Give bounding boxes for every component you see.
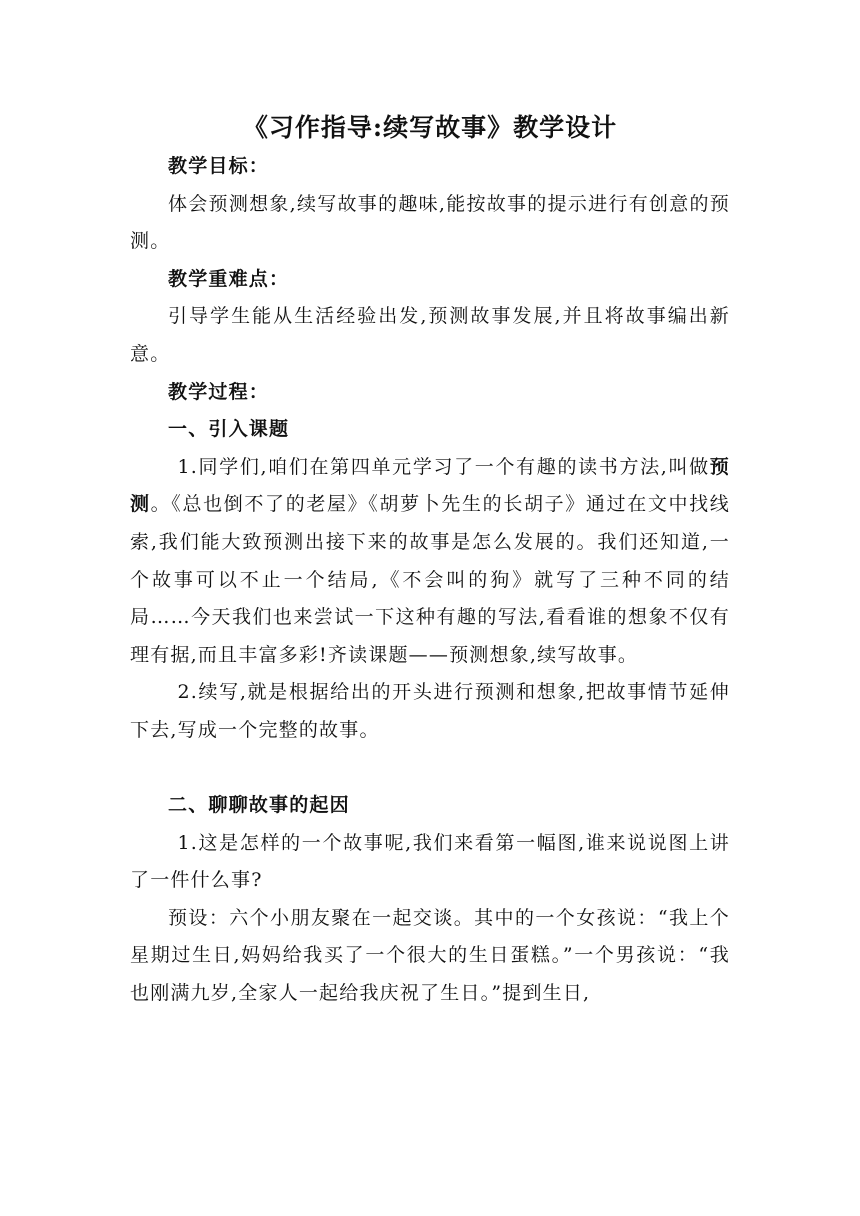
- section-2-heading: 二、聊聊故事的起因: [168, 794, 350, 817]
- key-points-heading: 教学重难点：: [168, 267, 290, 290]
- document-body: [130, 148, 730, 1013]
- section-1-paragraph-1: [130, 449, 730, 675]
- section-1-paragraph-2: 2.续写,就是根据给出的开头进行预测和想象,把故事情节延伸下去,写成一个完整的故事。: [130, 681, 730, 741]
- objectives-heading: 教学目标：: [168, 155, 270, 177]
- section-1-heading: 一、引入课题: [168, 418, 290, 441]
- blank-line: [130, 750, 730, 788]
- objectives-text: 体会预测想象,续写故事的趣味,能按故事的提示进行有创意的预测。: [130, 192, 730, 253]
- section-2-paragraph-1: 1.这是怎样的一个故事呢,我们来看第一幅图,谁来说说图上讲了一件什么事?: [130, 831, 730, 892]
- section-2-paragraph-2: 预设：六个小朋友聚在一起交谈。其中的一个女孩说：“我上个星期过生日,妈妈给我买了一个很大的生日蛋糕。”一个男孩说：“我也刚满九岁,全家人一起给我庆祝了生日。”提到生日,: [130, 906, 730, 1005]
- keyword-prediction: 预测: [130, 455, 730, 516]
- paragraph-text: 。《总也倒不了的老屋》《胡萝卜先生的长胡子》通过在文中找线索,我们能大致预测出接下来的故事是怎么发展的。我们还知道,一个故事可以不止一个结局,《不会叫的狗》就写了三种不同的结局……今天我们也来尝试一下这种有趣的写法,看看谁的想象不仅有理有据,而且丰富多彩!齐读课题——预测想象,续写故事。: [130, 493, 730, 666]
- process-heading: 教学过程：: [168, 380, 270, 403]
- key-points-text: 引导学生能从生活经验出发,预测故事发展,并且将故事编出新意。: [130, 305, 730, 365]
- document-title: 《习作指导:续写故事》教学设计: [242, 113, 618, 142]
- paragraph-text: 1.同学们,咱们在第四单元学习了一个有趣的读书方法,叫做: [177, 455, 710, 478]
